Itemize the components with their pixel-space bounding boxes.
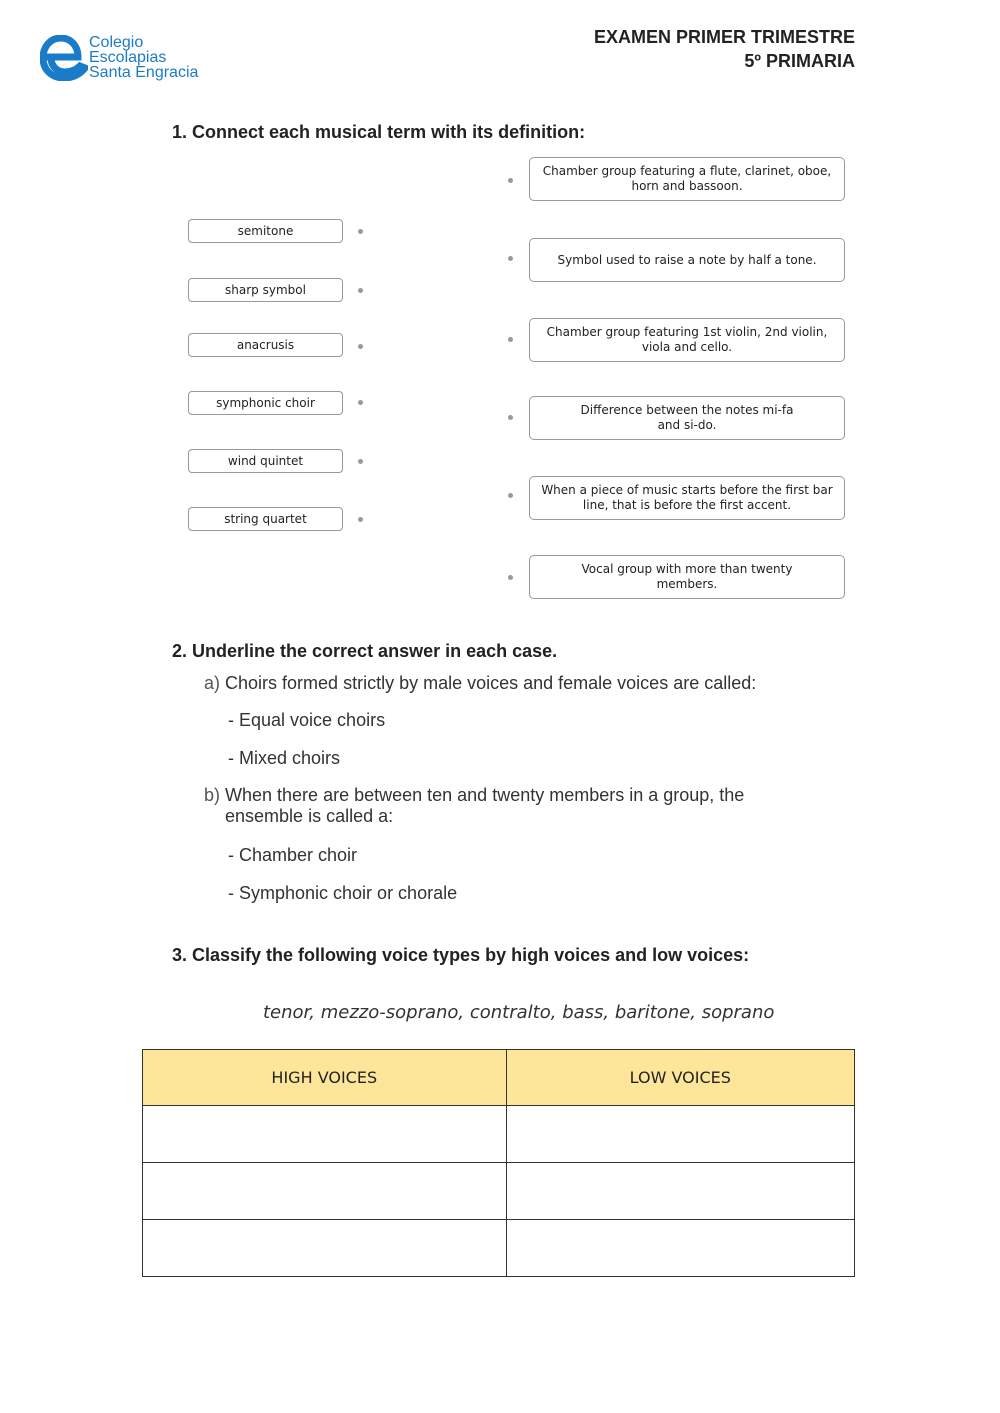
definition-connector-dot[interactable] [508,256,513,261]
option-mixed-choirs[interactable]: - Mixed choirs [228,748,341,768]
question-text: Choirs formed strictly by male voices and female voices are called: [225,673,757,693]
logo-line: Escolapias [89,49,167,66]
definition-string-quartet[interactable]: Chamber group featuring 1st violin, 2nd violin, viola and cello. [529,318,845,362]
definition-anacrusis[interactable]: When a piece of music starts before the first bar line, that is before the first accent. [529,476,845,520]
column-high-voices: HIGH VOICES [143,1050,507,1106]
answer-cell[interactable] [506,1220,854,1277]
term-connector-dot[interactable] [358,459,363,464]
answer-cell[interactable] [506,1106,854,1163]
question-2-title: 2. Underline the correct answer in each case. [172,641,558,661]
term-connector-dot[interactable] [358,517,363,522]
definition-connector-dot[interactable] [508,178,513,183]
school-name [89,35,198,80]
grade-label: 5º PRIMARIA [744,51,855,71]
term-connector-dot[interactable] [358,288,363,293]
logo-line: Santa Engracia [89,64,199,81]
definition-connector-dot[interactable] [508,415,513,420]
question-2a [204,673,844,694]
definition-connector-dot[interactable] [508,493,513,498]
question-text: When there are between ten and twenty members in a group, the ensemble is called a: [225,785,745,826]
definition-semitone[interactable]: Difference between the notes mi-fa and si-do. [529,396,845,440]
exam-title: EXAMEN PRIMER TRIMESTRE [593,27,855,47]
item-label: a) [204,673,221,693]
term-anacrusis[interactable]: anacrusis [188,333,343,357]
term-connector-dot[interactable] [358,229,363,234]
definition-sharp[interactable]: Symbol used to raise a note by half a tone. [529,238,845,282]
school-logo-icon [40,35,88,81]
logo-line: Colegio [89,34,144,51]
term-string-quartet[interactable]: string quartet [188,507,343,531]
option-chamber-choir[interactable]: - Chamber choir [228,845,358,865]
term-wind-quintet[interactable]: wind quintet [188,449,343,473]
option-symphonic-choir[interactable]: - Symphonic choir or chorale [228,883,458,903]
definition-connector-dot[interactable] [508,575,513,580]
term-sharp-symbol[interactable]: sharp symbol [188,278,343,302]
definition-wind-quintet[interactable]: Chamber group featuring a flute, clarinet, oboe, horn and bassoon. [529,157,845,201]
answer-cell[interactable] [143,1106,507,1163]
answer-cell[interactable] [143,1163,507,1220]
answer-cell[interactable] [143,1220,507,1277]
term-symphonic-choir[interactable]: symphonic choir [188,391,343,415]
column-low-voices: LOW VOICES [506,1050,854,1106]
term-connector-dot[interactable] [358,400,363,405]
question-3-title: 3. Classify the following voice types by high voices and low voices: [172,945,750,965]
item-label: b) [204,785,221,805]
voice-types-list: tenor, mezzo-soprano, contralto, bass, baritone, soprano [263,1002,775,1023]
question-2b [204,785,824,827]
definition-connector-dot[interactable] [508,337,513,342]
definition-symphonic-choir[interactable]: Vocal group with more than twenty members. [529,555,845,599]
term-connector-dot[interactable] [358,344,363,349]
option-equal-voice-choirs[interactable]: - Equal voice choirs [228,710,386,730]
voice-classification-table [142,1049,855,1277]
answer-cell[interactable] [506,1163,854,1220]
question-1-title: 1. Connect each musical term with its definition: [172,122,586,142]
term-semitone[interactable]: semitone [188,219,343,243]
